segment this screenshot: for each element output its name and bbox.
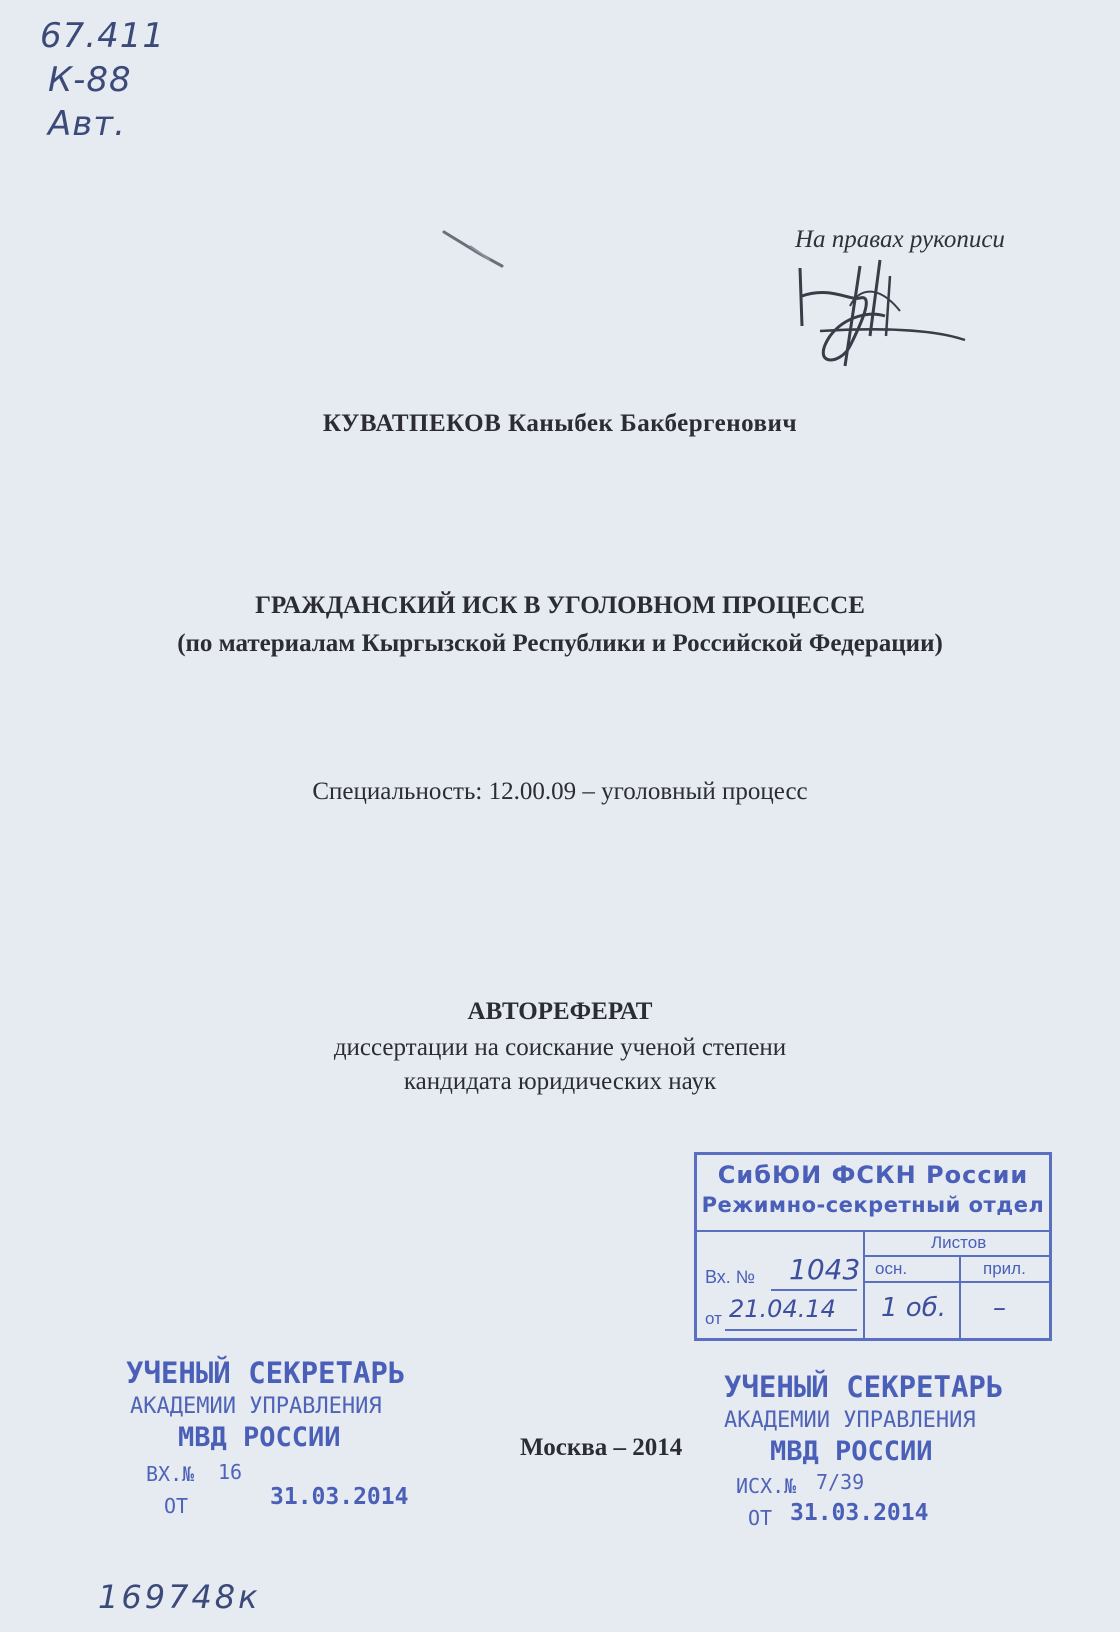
handwritten-author-mark: К-88 bbox=[48, 60, 132, 100]
stamp-right-date-value: 31.03.2014 bbox=[790, 1500, 929, 1526]
abstract-heading: АВТОРЕФЕРАТ bbox=[467, 998, 653, 1025]
registry-main-value: 1 об. bbox=[881, 1293, 947, 1323]
handwritten-inventory-number: 169748к bbox=[98, 1578, 261, 1616]
stamp-right-title: УЧЕНЫЙ СЕКРЕТАРЬ bbox=[724, 1370, 1004, 1404]
stamp-left-date-value: 31.03.2014 bbox=[270, 1484, 409, 1510]
author-name: КУВАТПЕКОВ Каныбек Бакбергенович bbox=[322, 410, 798, 437]
abstract-line-1: диссертации на соискание ученой степени bbox=[333, 1034, 787, 1061]
stamp-left-org: АКАДЕМИИ УПРАВЛЕНИЯ bbox=[130, 1394, 382, 1419]
registry-date-value: 21.04.14 bbox=[729, 1295, 836, 1323]
document-subtitle: (по материалам Кыргызской Республики и Российской Федерации) bbox=[177, 630, 943, 657]
registry-appendix-col: прил. bbox=[983, 1259, 1026, 1278]
handwritten-type-mark: Авт. bbox=[48, 104, 126, 144]
author-signature bbox=[790, 256, 990, 396]
registry-date-label: от bbox=[705, 1309, 722, 1328]
stamp-right-no-label: ИСХ.№ bbox=[736, 1474, 797, 1498]
registry-sheets-label: Листов bbox=[931, 1233, 987, 1252]
stamp-right-date-label: ОТ bbox=[748, 1506, 773, 1530]
stamp-right-ministry: МВД РОССИИ bbox=[770, 1436, 933, 1467]
stamp-left-title: УЧЕНЫЙ СЕКРЕТАРЬ bbox=[126, 1356, 406, 1390]
pencil-mark bbox=[440, 226, 510, 276]
stamp-left-date-label: ОТ bbox=[164, 1494, 189, 1518]
specialty-line: Специальность: 12.00.09 – уголовный процесс bbox=[312, 778, 808, 805]
document-title: ГРАЖДАНСКИЙ ИСК В УГОЛОВНОМ ПРОЦЕССЕ bbox=[255, 592, 865, 619]
registry-in-no-value: 1043 bbox=[789, 1253, 861, 1286]
registry-appendix-value: – bbox=[993, 1293, 1006, 1323]
registry-stamp bbox=[694, 1152, 1052, 1341]
stamp-left-no-value: 16 bbox=[218, 1460, 243, 1484]
stamp-right-org: АКАДЕМИИ УПРАВЛЕНИЯ bbox=[724, 1408, 976, 1433]
manuscript-note: На правах рукописи bbox=[795, 226, 1005, 253]
stamp-left-ministry: МВД РОССИИ bbox=[178, 1422, 341, 1453]
registry-in-no-label: Вх. № bbox=[705, 1267, 756, 1287]
registry-stamp-dept: Режимно-секретный отдел bbox=[701, 1193, 1045, 1217]
city-year: Москва – 2014 bbox=[520, 1434, 683, 1461]
stamp-left-no-label: ВХ.№ bbox=[146, 1462, 195, 1486]
handwritten-catalog-code: 67.411 bbox=[40, 16, 165, 56]
registry-main-col: осн. bbox=[875, 1259, 908, 1278]
abstract-line-2: кандидата юридических наук bbox=[403, 1068, 717, 1095]
registry-stamp-org: СибЮИ ФСКН России bbox=[717, 1161, 1029, 1189]
stamp-right-no-value: 7/39 bbox=[816, 1470, 865, 1494]
